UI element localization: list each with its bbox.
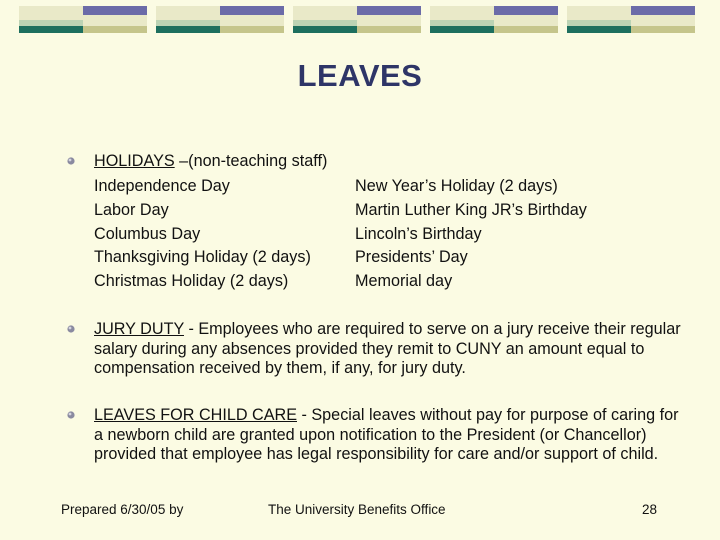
top-decorative-blocks	[0, 4, 720, 38]
decor-block	[357, 26, 421, 33]
jury-duty-paragraph	[94, 320, 684, 379]
child-care-paragraph	[94, 406, 684, 465]
decor-block	[19, 26, 83, 33]
decor-block	[430, 20, 494, 26]
decor-block	[83, 15, 147, 26]
holiday-right-item: Lincoln’s Birthday	[355, 225, 482, 243]
decor-block	[156, 26, 220, 33]
decor-block	[567, 6, 631, 20]
holiday-left-item: Thanksgiving Holiday (2 days)	[94, 248, 311, 266]
decor-block	[220, 26, 284, 33]
decor-block	[83, 6, 147, 15]
top-decorative-band	[0, 4, 720, 38]
decor-block	[19, 20, 83, 26]
decor-block	[220, 6, 284, 15]
decor-block	[494, 15, 558, 26]
decor-block	[357, 15, 421, 26]
footer-page-number: 28	[642, 502, 658, 517]
holidays-heading: HOLIDAYS	[94, 152, 175, 170]
child-care-heading: LEAVES FOR CHILD CARE	[94, 406, 297, 424]
decor-block	[494, 26, 558, 33]
bullet-icon	[66, 324, 76, 334]
bottom-decorative-band	[0, 534, 720, 540]
decor-block	[567, 26, 631, 33]
holiday-right-item: Presidents’ Day	[355, 248, 468, 266]
decor-block	[19, 6, 83, 20]
jury-duty-text: - Employees who are required to serve on a jury receive their regular salary during any absences provided they remit to CUNY an amount equal to compensation received by them, if any, for jury duty.	[94, 320, 681, 377]
decor-block	[83, 26, 147, 33]
holiday-right-item: New Year’s Holiday (2 days)	[355, 177, 558, 195]
decor-block	[631, 6, 695, 15]
holiday-right-item: Martin Luther King JR’s Birthday	[355, 201, 587, 219]
decor-block	[430, 6, 494, 20]
decor-block	[293, 20, 357, 26]
holiday-left-item: Labor Day	[94, 201, 169, 219]
footer-office: The University Benefits Office	[268, 502, 446, 517]
decor-block	[293, 26, 357, 33]
decor-block	[631, 26, 695, 33]
holidays-heading-line	[94, 152, 327, 172]
decor-block	[293, 6, 357, 20]
child-care-text: - Special leaves without pay for purpose of caring for a newborn child are granted upon notification to the President (or Chancellor) provided that employee has legal responsibility for care and/or support of child.	[94, 406, 679, 463]
decor-block	[357, 6, 421, 15]
holiday-left-item: Christmas Holiday (2 days)	[94, 272, 289, 290]
holiday-right-item: Memorial day	[355, 272, 453, 290]
holiday-left-item: Columbus Day	[94, 225, 201, 243]
holiday-left-item: Independence Day	[94, 177, 230, 195]
bullet-icon	[66, 156, 76, 166]
decor-block	[631, 15, 695, 26]
decor-block	[156, 20, 220, 26]
decor-block	[156, 6, 220, 20]
decor-block	[567, 20, 631, 26]
jury-duty-heading: JURY DUTY	[94, 320, 184, 338]
footer-prepared: Prepared 6/30/05 by	[61, 502, 184, 517]
decor-block	[430, 26, 494, 33]
slide-title: LEAVES	[297, 58, 423, 93]
decor-block	[220, 15, 284, 26]
bullet-icon	[66, 410, 76, 420]
decor-block	[494, 6, 558, 15]
holidays-heading-suffix: –(non-teaching staff)	[174, 152, 328, 170]
